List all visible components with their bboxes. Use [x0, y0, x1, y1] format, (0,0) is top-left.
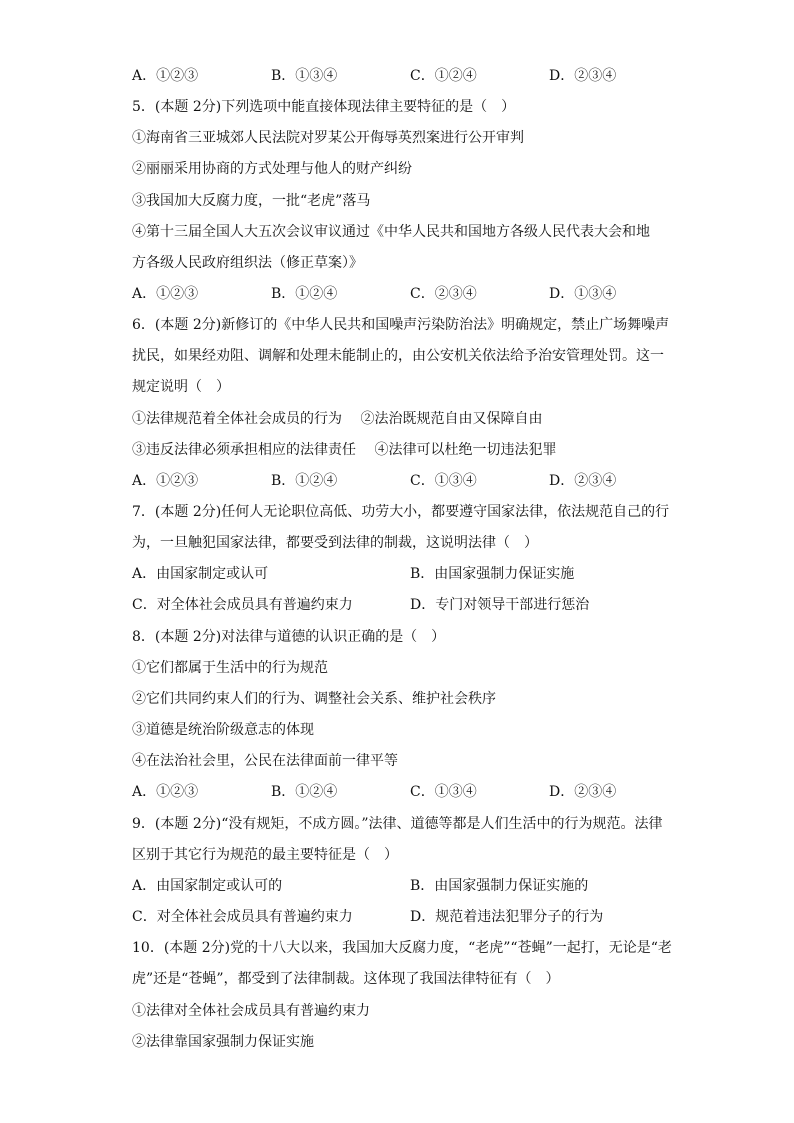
q4-option-b[interactable]: B．①③④: [271, 68, 338, 84]
q8-stem: 8．(本题 2分)对法律与道德的认识正确的是（ ）: [132, 629, 446, 645]
q4-option-c[interactable]: C．①②④: [410, 68, 477, 84]
q10-stem-2: 虎”还是“苍蝇”，都受到了法律制裁。这体现了我国法律特征有（ ）: [132, 971, 560, 987]
q5-item-4: ④第十三届全国人大五次会议审议通过《中华人民共和国地方各级人民代表大会和地: [132, 224, 650, 240]
q8-option-a[interactable]: A．①②③: [132, 784, 199, 800]
q5-item-3: ③我国加大反腐力度，一批“老虎”落马: [132, 193, 371, 209]
q7-option-d[interactable]: D．专门对领导干部进行惩治: [410, 597, 590, 613]
q9-options-row-2: [132, 908, 672, 926]
q5-option-d[interactable]: D．①③④: [549, 286, 617, 302]
q7-options-row-2: [132, 596, 672, 614]
q4-option-a[interactable]: A．①②③: [132, 68, 199, 84]
q5-stem: 5．(本题 2分)下列选项中能直接体现法律主要特征的是（ ）: [132, 99, 516, 115]
q4-options: [132, 67, 672, 85]
q5-option-b[interactable]: B．①②④: [271, 286, 338, 302]
q8-item-4: ④在法治社会里，公民在法律面前一律平等: [132, 753, 398, 769]
q8-options: [132, 783, 672, 801]
q8-item-1: ①它们都属于生活中的行为规范: [132, 660, 328, 676]
q8-item-3: ③道德是统治阶级意志的体现: [132, 722, 314, 738]
q5-option-a[interactable]: A．①②③: [132, 286, 199, 302]
q7-option-a[interactable]: A．由国家制定或认可: [132, 566, 269, 582]
q6-stem-3: 规定说明（ ）: [132, 379, 230, 395]
q10-stem-1: 10．(本题 2分)党的十八大以来，我国加大反腐力度，“老虎”“苍蝇”一起打，无论是“老: [132, 940, 672, 956]
q8-option-c[interactable]: C．①③④: [410, 784, 477, 800]
q4-option-d[interactable]: D．②③④: [549, 68, 617, 84]
q7-option-b[interactable]: B．由国家强制力保证实施: [410, 566, 575, 582]
q8-item-2: ②它们共同约束人们的行为、调整社会关系、维护社会秩序: [132, 691, 496, 707]
q6-option-d[interactable]: D．②③④: [549, 473, 617, 489]
q9-option-a[interactable]: A．由国家制定或认可的: [132, 878, 283, 894]
q6-option-a[interactable]: A．①②③: [132, 473, 199, 489]
q5-item-4-cont: 方各级人民政府组织法（修正草案）》: [132, 255, 363, 271]
q5-item-1: ①海南省三亚城郊人民法院对罗某公开侮辱英烈案进行公开审判: [132, 130, 524, 146]
q7-option-c[interactable]: C．对全体社会成员具有普遍约束力: [132, 597, 353, 613]
q9-option-d[interactable]: D．规范着违法犯罪分子的行为: [410, 909, 604, 925]
q9-stem-1: 9．(本题 2分)“没有规矩，不成方圆。”法律、道德等都是人们生活中的行为规范。法律: [132, 816, 663, 832]
q9-option-c[interactable]: C．对全体社会成员具有普遍约束力: [132, 909, 353, 925]
q7-options-row-1: [132, 565, 672, 583]
q6-stem-2: 扰民，如果经劝阻、调解和处理未能制止的，由公安机关依法给予治安管理处罚。这一: [132, 348, 664, 364]
q9-option-b[interactable]: B．由国家强制力保证实施的: [410, 878, 589, 894]
q6-stem-1: 6．(本题 2分)新修订的《中华人民共和国噪声污染防治法》明确规定，禁止广场舞噪声: [132, 317, 670, 333]
q5-item-2: ②丽丽采用协商的方式处理与他人的财产纠纷: [132, 161, 412, 177]
q8-option-d[interactable]: D．②③④: [549, 784, 617, 800]
q5-option-c[interactable]: C．②③④: [410, 286, 477, 302]
q10-item-2: ②法律靠国家强制力保证实施: [132, 1034, 314, 1050]
q8-option-b[interactable]: B．①②④: [271, 784, 338, 800]
q5-options: [132, 285, 672, 303]
q7-stem-2: 为，一旦触犯国家法律，都要受到法律的制裁，这说明法律（ ）: [132, 535, 538, 551]
q6-items-1: ①法律规范着全体社会成员的行为 ②法治既规范自由又保障自由: [132, 411, 543, 427]
q7-stem-1: 7．(本题 2分)任何人无论职位高低、功劳大小，都要遵守国家法律，依法规范自己的行: [132, 504, 670, 520]
q6-option-b[interactable]: B．①②④: [271, 473, 338, 489]
q9-options-row-1: [132, 877, 672, 895]
q6-options: [132, 472, 672, 490]
q6-option-c[interactable]: C．①③④: [410, 473, 477, 489]
q9-stem-2: 区别于其它行为规范的最主要特征是（ ）: [132, 847, 398, 863]
q10-item-1: ①法律对全体社会成员具有普遍约束力: [132, 1003, 370, 1019]
q6-items-2: ③违反法律必须承担相应的法律责任 ④法律可以杜绝一切违法犯罪: [132, 442, 557, 458]
